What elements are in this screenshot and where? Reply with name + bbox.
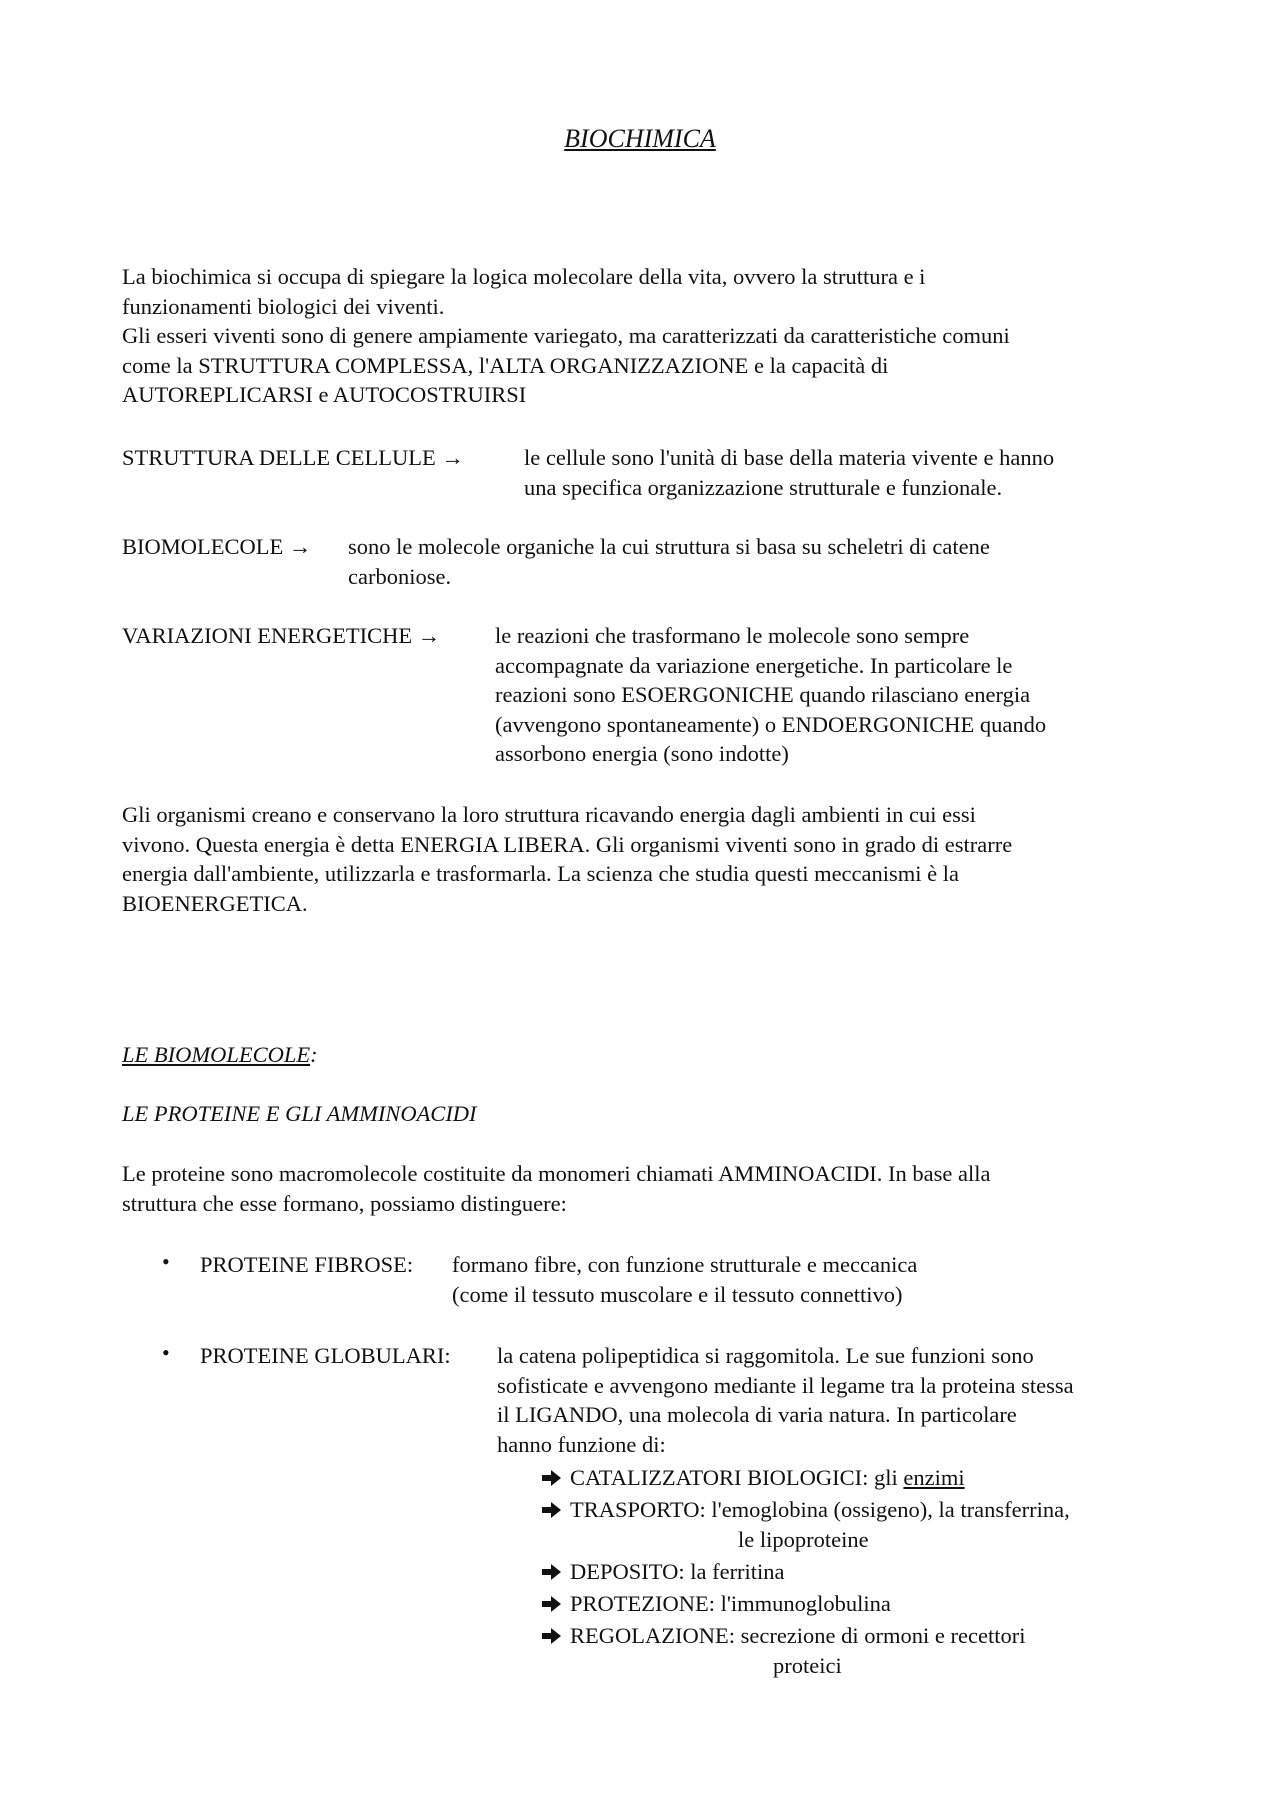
function-item-regolazione — [540, 1621, 1025, 1651]
section-heading-text: LE BIOMOLECOLE — [122, 1042, 311, 1067]
biomolecole-def — [348, 532, 990, 591]
bullet-dot: • — [162, 1249, 170, 1274]
globulari-line: hanno funzione di: — [497, 1431, 666, 1457]
deposito-text: DEPOSITO: la ferritina — [570, 1559, 785, 1584]
globulari-line: il LIGANDO, una molecola di varia natura. In particolare — [497, 1402, 1017, 1427]
energia-line: Gli organismi creano e conservano la loro struttura ricavando energia dagli ambienti in cui essi — [122, 802, 976, 827]
proteine-intro-line: Le proteine sono macromolecole costituite da monomeri chiamati AMMINOACIDI. In base alla — [122, 1161, 991, 1186]
variazioni-line: (avvengono spontaneamente) o ENDOERGONICHE quando — [495, 711, 1047, 737]
intro-paragraph — [122, 262, 1010, 410]
bold-right-arrow-icon — [540, 1626, 562, 1646]
globulari-term: PROTEINE GLOBULARI: — [200, 1343, 451, 1368]
regolazione-line: REGOLAZIONE: secrezione di ormoni e recettori — [570, 1623, 1026, 1648]
globulari-def — [497, 1341, 1074, 1459]
function-item-deposito — [540, 1557, 785, 1587]
intro-line: AUTOREPLICARSI e AUTOCOSTRUIRSI — [122, 382, 527, 407]
variazioni-term: VARIAZIONI ENERGETICHE → — [122, 623, 441, 648]
energia-paragraph — [122, 800, 1012, 918]
trasporto-line: le lipoproteine — [738, 1527, 869, 1552]
intro-line: funzionamenti biologici dei viventi. — [122, 293, 445, 319]
fibrose-line: (come il tessuto muscolare e il tessuto connettivo) — [452, 1281, 903, 1307]
intro-line: Gli esseri viventi sono di genere ampiamente variegato, ma caratterizzati da caratteristiche comuni — [122, 323, 1010, 348]
section-heading-colon: : — [310, 1042, 318, 1067]
intro-line: La biochimica si occupa di spiegare la logica molecolare della vita, ovvero la struttura e i — [122, 264, 926, 289]
globulari-line: la catena polipeptidica si raggomitola. Le sue funzioni sono — [497, 1343, 1034, 1368]
struttura-def — [524, 443, 1054, 502]
variazioni-line: assorbono energia (sono indotte) — [495, 741, 789, 766]
regolazione-line: proteici — [773, 1653, 842, 1678]
subheading: LE PROTEINE E GLI AMMINOACIDI — [122, 1101, 477, 1126]
enzimi-link[interactable]: enzimi — [903, 1465, 965, 1490]
bold-right-arrow-icon — [540, 1468, 562, 1488]
intro-line: come la STRUTTURA COMPLESSA, l'ALTA ORGANIZZAZIONE e la capacità di — [122, 352, 889, 378]
bullet-dot: • — [162, 1340, 170, 1365]
fibrose-term: PROTEINE FIBROSE: — [200, 1252, 414, 1277]
proteine-intro — [122, 1159, 991, 1218]
bold-right-arrow-icon — [540, 1562, 562, 1582]
trasporto-line: TRASPORTO: l'emoglobina (ossigeno), la transferrina, — [570, 1497, 1070, 1522]
struttura-line: una specifica organizzazione strutturale e funzionale. — [524, 474, 1003, 500]
biomolecole-term: BIOMOLECOLE → — [122, 534, 312, 559]
bold-right-arrow-icon — [540, 1500, 562, 1520]
variazioni-def — [495, 621, 1046, 769]
fibrose-def — [452, 1250, 917, 1309]
function-item-catalizzatori — [540, 1463, 965, 1493]
biomolecole-line: carboniose. — [348, 563, 452, 589]
bold-right-arrow-icon — [540, 1594, 562, 1614]
catalizzatori-text: CATALIZZATORI BIOLOGICI: gli — [570, 1465, 904, 1490]
globulari-line: sofisticate e avvengono mediante il legame tra la proteina stessa — [497, 1372, 1074, 1398]
variazioni-line: reazioni sono ESOERGONICHE quando rilasciano energia — [495, 682, 1031, 707]
function-item-trasporto — [540, 1495, 1070, 1525]
function-item-protezione — [540, 1589, 891, 1619]
variazioni-line: accompagnate da variazione energetiche. In particolare le — [495, 652, 1013, 678]
biomolecole-line: sono le molecole organiche la cui struttura si basa su scheletri di catene — [348, 534, 990, 559]
energia-line: BIOENERGETICA. — [122, 890, 308, 916]
protezione-text: PROTEZIONE: l'immunoglobulina — [570, 1591, 891, 1616]
energia-line: energia dall'ambiente, utilizzarla e trasformarla. La scienza che studia questi meccanismi è la — [122, 861, 960, 886]
struttura-term: STRUTTURA DELLE CELLULE → — [122, 445, 464, 470]
variazioni-line: le reazioni che trasformano le molecole sono sempre — [495, 623, 970, 648]
struttura-line: le cellule sono l'unità di base della materia vivente e hanno — [524, 445, 1055, 470]
page-title: BIOCHIMICA — [564, 124, 716, 153]
section-heading — [122, 1040, 318, 1070]
energia-line: vivono. Questa energia è detta ENERGIA LIBERA. Gli organismi viventi sono in grado di estrarre — [122, 831, 1013, 857]
fibrose-line: formano fibre, con funzione strutturale e meccanica — [452, 1252, 918, 1277]
proteine-intro-line: struttura che esse formano, possiamo distinguere: — [122, 1190, 567, 1216]
